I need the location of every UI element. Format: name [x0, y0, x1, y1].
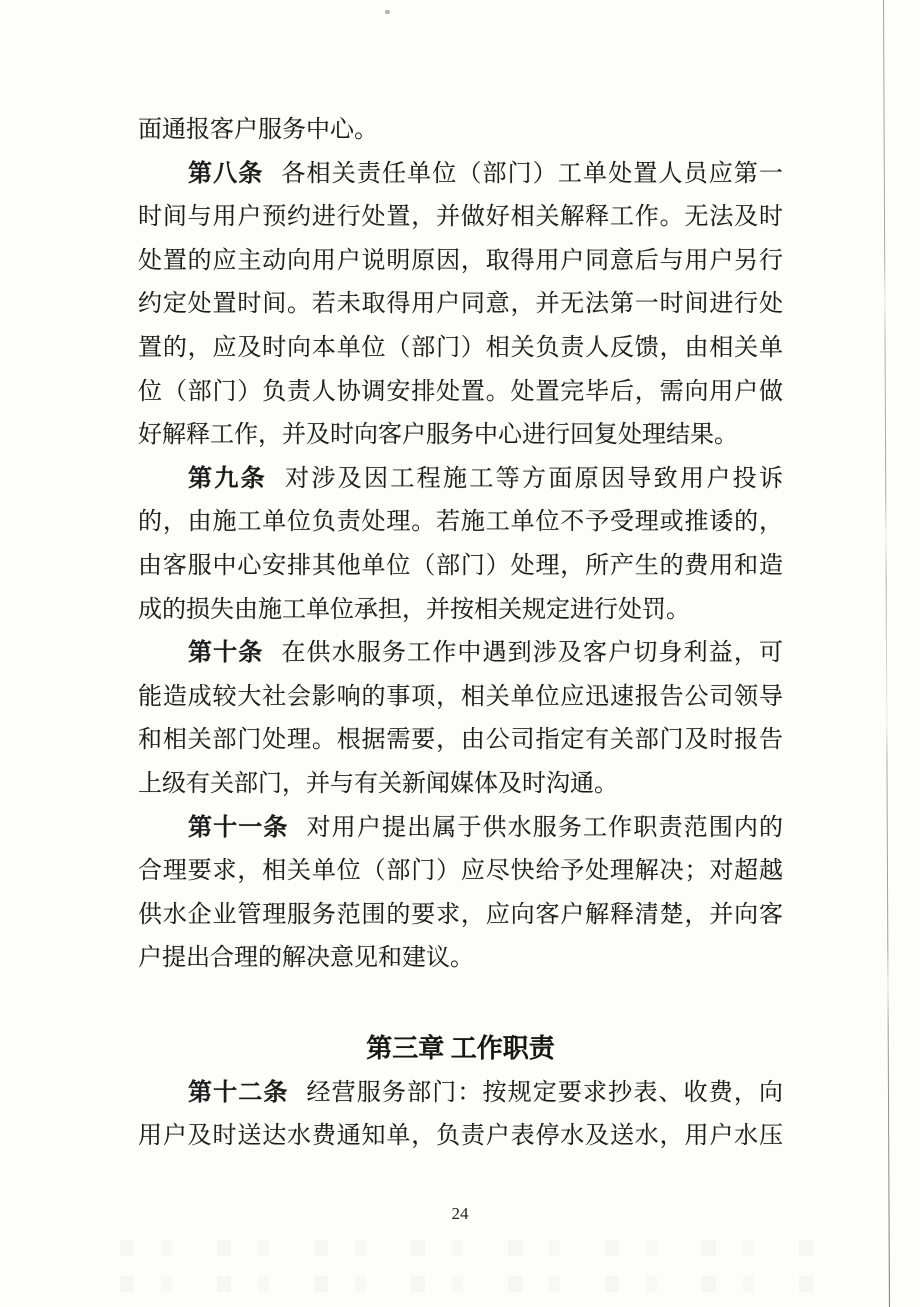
- article-12-first-line: [138, 1072, 783, 1116]
- paragraph-line: 好解释工作，并及时向客户服务中心进行回复处理结果。: [138, 422, 738, 449]
- document-body: [138, 109, 783, 1159]
- paragraph-line: 约定处置时间。若未取得用户同意，并无法第一时间进行处: [138, 291, 783, 318]
- article-11-first-line: [138, 807, 783, 851]
- paragraph-line: 面通报客户服务中心。: [138, 117, 378, 143]
- article-number: 第九条: [188, 465, 267, 492]
- article-10-first-line: [138, 632, 783, 676]
- chapter-body: [138, 1072, 783, 1159]
- paragraph-line: 处置的应主动向用户说明原因，取得用户同意后与用户另行: [138, 247, 783, 274]
- paragraph-text: 对用户提出属于供水服务工作职责范围内的: [306, 814, 783, 841]
- article-number: 第十一条: [188, 814, 289, 841]
- chapter-heading: 第三章 工作职责: [366, 1033, 555, 1063]
- paragraph-text: 经营服务部门：按规定要求抄表、收费，向: [306, 1079, 783, 1106]
- paragraph-line: 由客服中心安排其他单位（部门）处理，所产生的费用和造: [138, 552, 783, 579]
- paragraph-line: 供水企业管理服务范围的要求，应向客户解释清楚，并向客: [138, 901, 783, 928]
- scan-artifact-dot: [385, 10, 390, 14]
- page-number: 24: [451, 1204, 469, 1223]
- scan-ghosting-band: [120, 1276, 840, 1292]
- scan-edge-line: [883, 0, 890, 1307]
- article-8-first-line: [138, 153, 783, 197]
- paragraph-line: 合理要求，相关单位（部门）应尽快给予处理解决；对超越: [138, 858, 783, 885]
- paragraph-line: 时间与用户预约进行处置，并做好相关解释工作。无法及时: [138, 204, 783, 231]
- paragraph-line: 和相关部门处理。根据需要，由公司指定有关部门及时报告: [138, 727, 783, 754]
- paragraph-line: 位（部门）负责人协调安排处置。处置完毕后，需向用户做: [138, 378, 783, 405]
- paragraph-line: 能造成较大社会影响的事项，相关单位应迅速报告公司领导: [138, 683, 783, 710]
- paragraph-line: 用户及时送达水费通知单，负责户表停水及送水，用户水压: [138, 1123, 783, 1150]
- article-9-first-line: [138, 458, 783, 502]
- article-number: 第十条: [188, 640, 264, 667]
- article-number: 第八条: [188, 160, 264, 187]
- paragraph-line: 的，由施工单位负责处理。若施工单位不予受理或推诿的，: [138, 509, 783, 536]
- paragraph-text: 对涉及因工程施工等方面原因导致用户投诉: [285, 465, 783, 492]
- paragraph-line: 上级有关部门，并与有关新闻媒体及时沟通。: [138, 770, 618, 797]
- scan-ghosting-band: [120, 1240, 840, 1256]
- paragraph-text: 在供水服务工作中遇到涉及客户切身利益，可: [281, 640, 784, 667]
- paragraph-line: 置的，应及时向本单位（部门）相关负责人反馈，由相关单: [138, 334, 783, 361]
- paragraph-text: 各相关责任单位（部门）工单处置人员应第一: [281, 160, 784, 187]
- article-number: 第十二条: [188, 1079, 289, 1106]
- paragraph-line: 成的损失由施工单位承担，并按相关规定进行处罚。: [138, 596, 690, 623]
- paragraph-line: 户提出合理的解决意见和建议。: [138, 945, 474, 972]
